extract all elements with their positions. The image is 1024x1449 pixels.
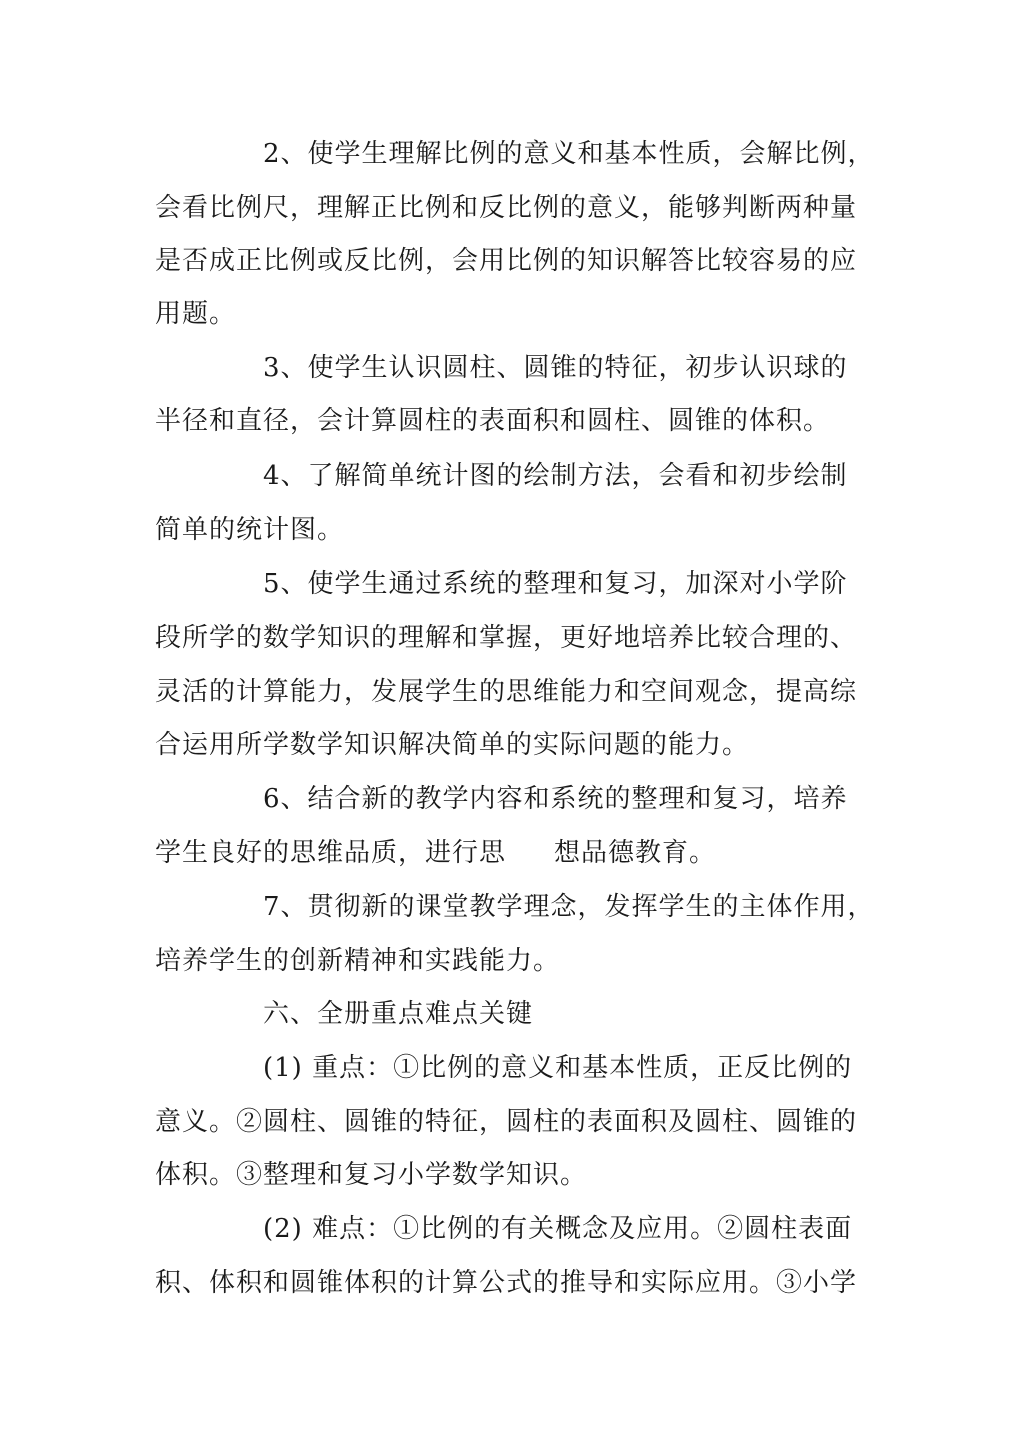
split-line-after: 想品德教育。	[554, 838, 717, 868]
paragraph-line: 灵活的计算能力，发展学生的思维能力和空间观念，提高综	[155, 677, 858, 707]
section-heading: 六、全册重点难点关键	[263, 999, 534, 1029]
paragraph-line: 5、使学生通过系统的整理和复习，加深对小学阶	[263, 569, 848, 599]
paragraph-line-split	[155, 835, 716, 871]
paragraph-line: 合运用所学数学知识解决简单的实际问题的能力。	[155, 730, 750, 760]
paragraph-line: 2、使学生理解比例的意义和基本性质，会解比例，	[263, 139, 875, 169]
paragraph-line: 段所学的数学知识的理解和掌握，更好地培养比较合理的、	[155, 623, 858, 653]
key-points-line: (1) 重点：①比例的意义和基本性质，正反比例的	[263, 1053, 853, 1083]
difficulties-line: (2) 难点：①比例的有关概念及应用。②圆柱表面	[263, 1214, 853, 1244]
paragraph-line: 培养学生的创新精神和实践能力。	[155, 946, 561, 976]
paragraph-line: 3、使学生认识圆柱、圆锥的特征，初步认识球的	[263, 353, 848, 383]
key-points-line: 体积。③整理和复习小学数学知识。	[155, 1160, 588, 1190]
paragraph-line: 是否成正比例或反比例，会用比例的知识解答比较容易的应	[155, 246, 858, 276]
paragraph-line: 6、结合新的教学内容和系统的整理和复习，培养	[263, 784, 848, 814]
difficulties-line: 积、体积和圆锥体积的计算公式的推导和实际应用。③小学	[155, 1268, 858, 1298]
paragraph-line: 简单的统计图。	[155, 515, 345, 545]
split-line-before: 学生良好的思维品质，进行思	[155, 838, 507, 868]
paragraph-line: 4、了解简单统计图的绘制方法，会看和初步绘制	[263, 461, 848, 491]
key-points-line: 意义。②圆柱、圆锥的特征，圆柱的表面积及圆柱、圆锥的	[155, 1107, 858, 1137]
paragraph-line: 7、贯彻新的课堂教学理念，发挥学生的主体作用，	[263, 892, 875, 922]
paragraph-line: 用题。	[155, 299, 237, 329]
paragraph-line: 会看比例尺，理解正比例和反比例的意义，能够判断两种量	[155, 193, 858, 223]
paragraph-line: 半径和直径，会计算圆柱的表面积和圆柱、圆锥的体积。	[155, 406, 831, 436]
